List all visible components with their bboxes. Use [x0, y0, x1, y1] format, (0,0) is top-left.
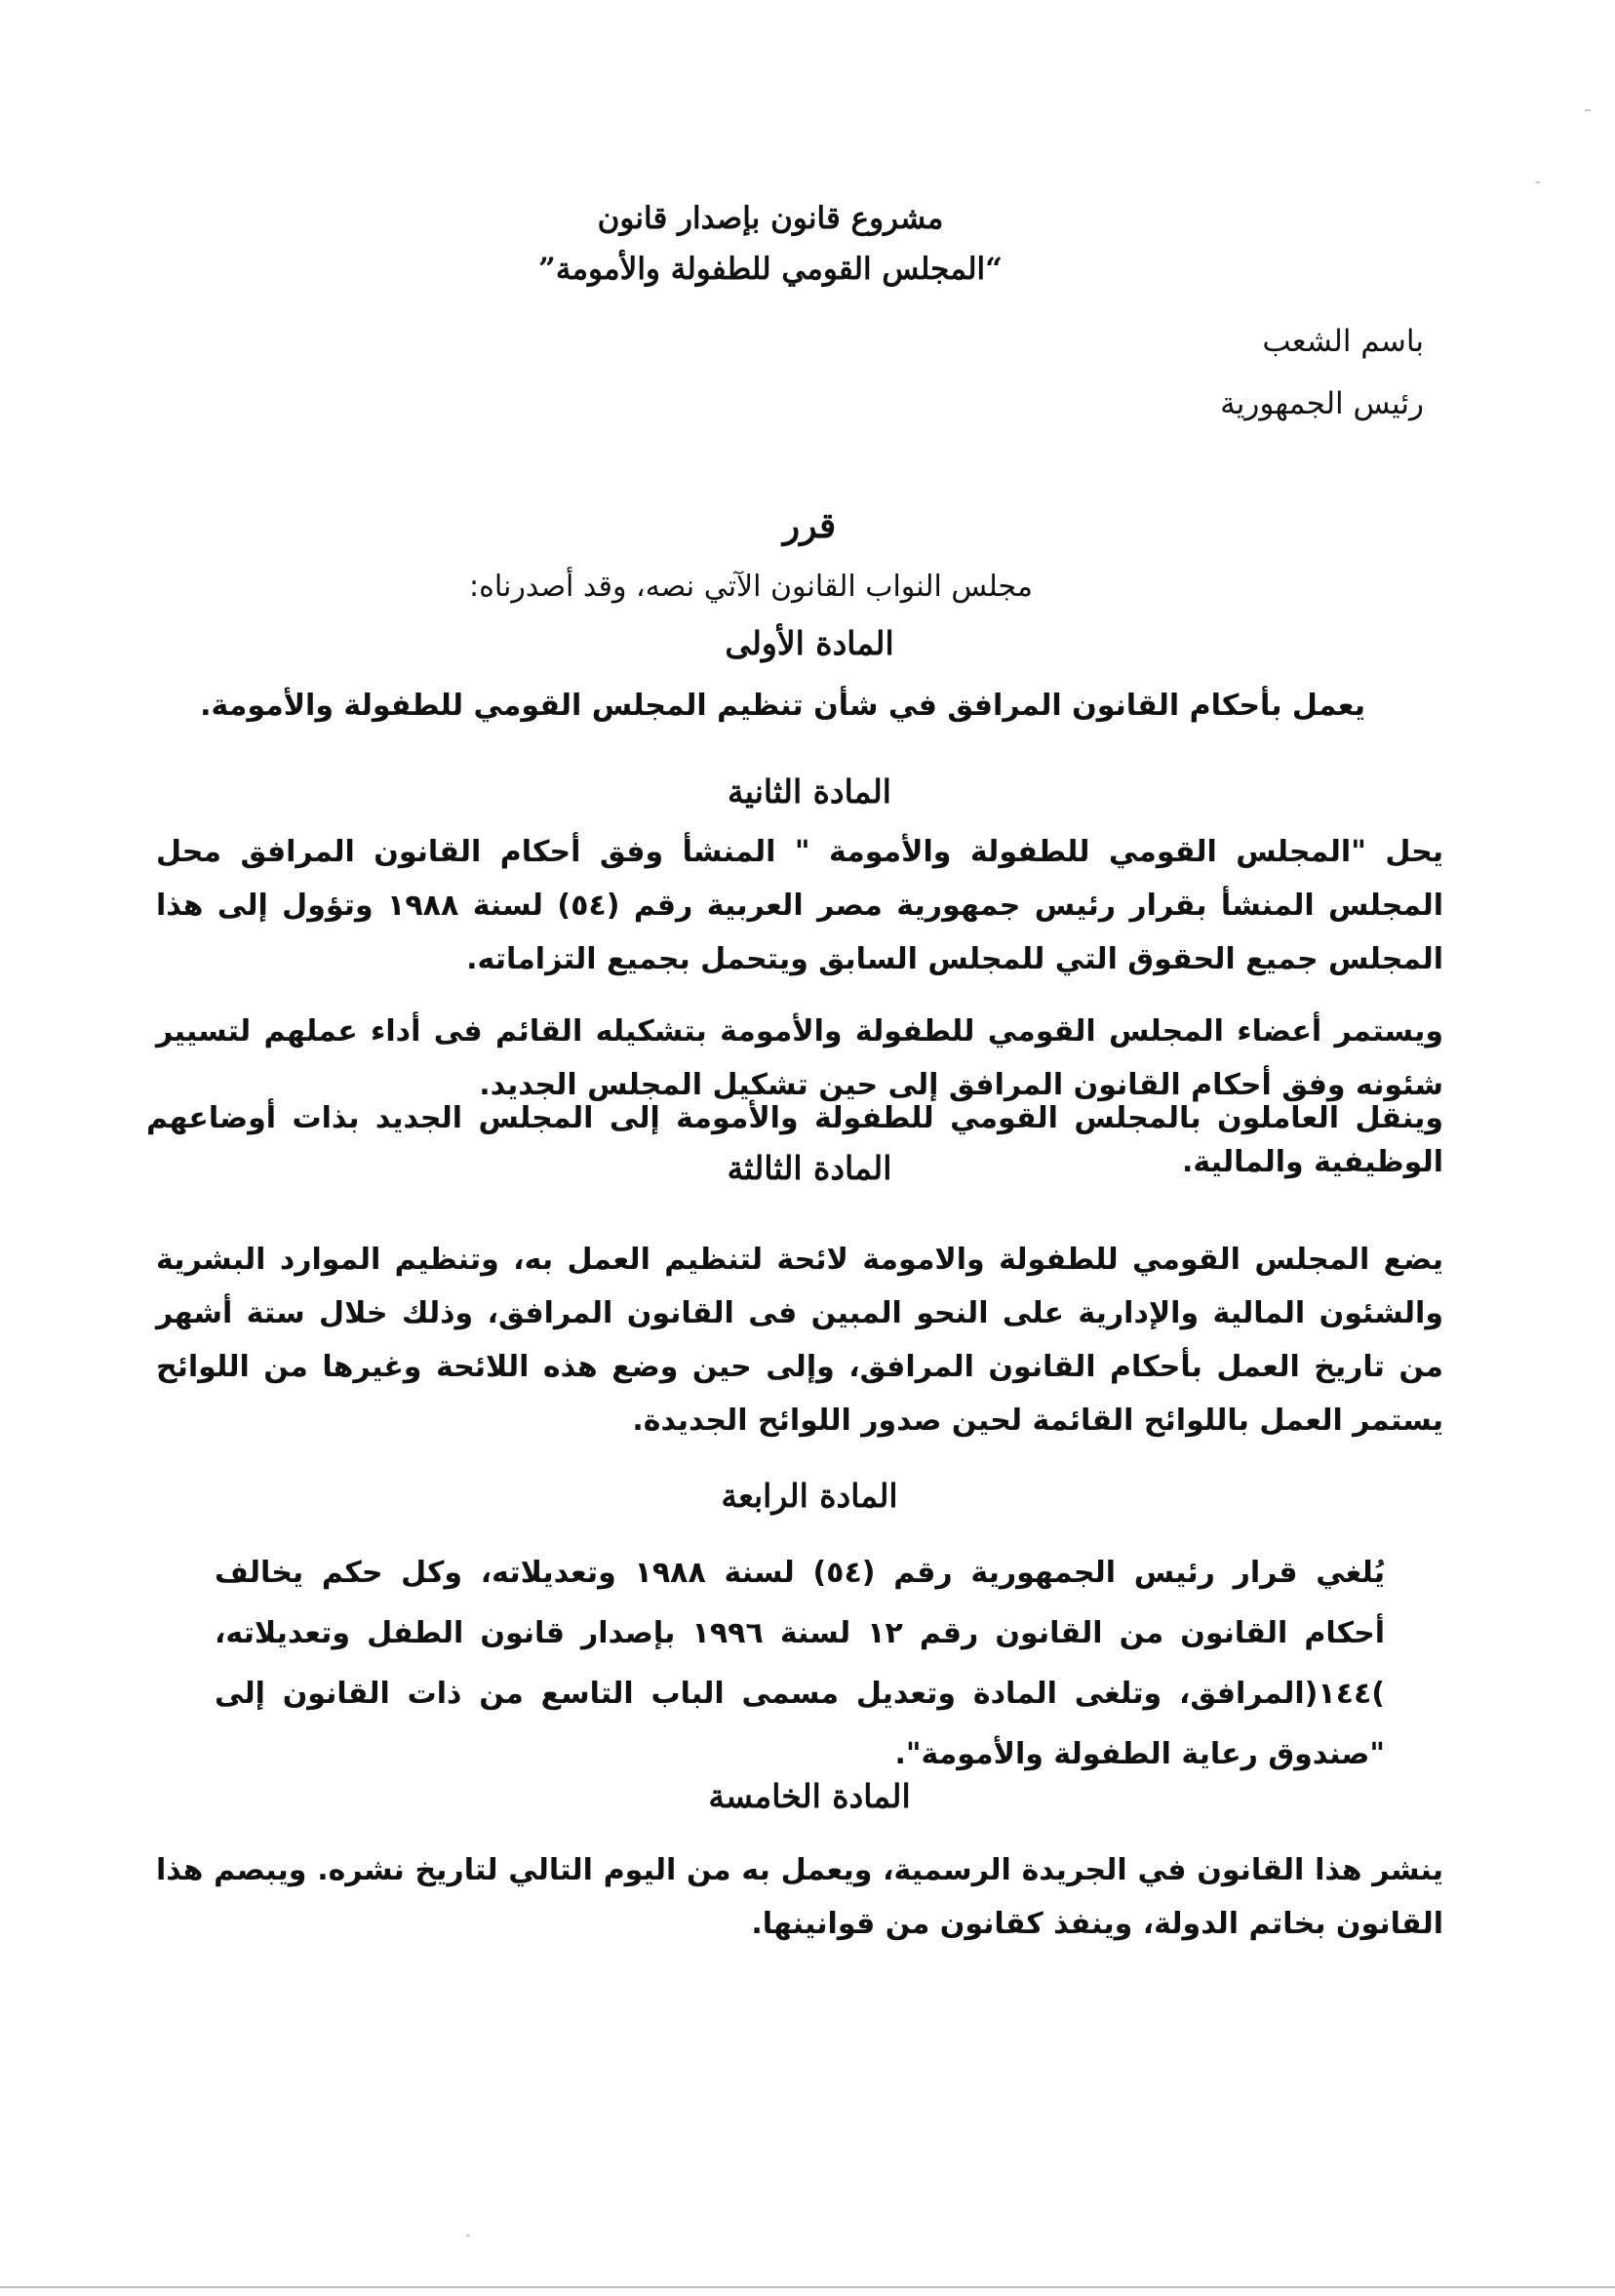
- scan-speck: [1536, 181, 1540, 183]
- page-bottom-edge: [0, 2286, 1615, 2288]
- article-5-paragraph: ينشر هذا القانون في الجريدة الرسمية، ويعمل به من اليوم التالي لتاريخ نشره. ويبصم هذا القانون بخاتم الدولة، وينفذ كقانون من قوانينها.: [156, 1853, 1443, 1941]
- article-3-paragraph: يضع المجلس القومي للطفولة والامومة لائحة لتنظيم العمل به، وتنظيم الموارد البشرية والشئون المالية والإدارية على النحو المبين فى القانون المرافق، وذلك خلال ستة أشهر من تاريخ العمل بأحكام القانون المرافق، وإلى حين وضع هذه اللائحة وغيرها من اللوائح يستمر العمل باللوائح القائمة لحين صدور اللوائح الجديدة.: [156, 1243, 1443, 1438]
- article-2-paragraph-1: يحل "المجلس القومي للطفولة والأمومة " المنشأ وفق أحكام القانون المرافق محل المجلس المنشأ بقرار رئيس جمهورية مصر العربية رقم (٥٤) لسنة ١٩٨٨ وتؤول إلى هذا المجلس جميع الحقوق التي للمجلس السابق ويتحمل بجميع التزاماته.: [156, 835, 1443, 976]
- article-4-paragraph: يُلغي قرار رئيس الجمهورية رقم (٥٤) لسنة ١٩٨٨ وتعديلاته، وكل حكم يخالف أحكام القانون من القانون رقم ١٢ لسنة ١٩٩٦ بإصدار قانون الطفل وتعديلاته، )١٤٤(المرافق، وتلغى المادة وتعديل مسمى الباب التاسع من ذات القانون إلى "صندوق رعاية الطفولة والأمومة".: [215, 1556, 1385, 1771]
- preamble-text: مجلس النواب القانون الآتي نصه، وقد أصدرناه:: [469, 570, 1033, 604]
- in-name-of-people: باسم الشعب: [1262, 324, 1424, 359]
- article-4-title: المادة الرابعة: [721, 1477, 898, 1515]
- scan-speck: [466, 2235, 470, 2237]
- document-title-line-1: مشروع قانون بإصدار قانون: [597, 201, 944, 236]
- article-2-paragraph-3: وينقل العاملون بالمجلس القومي للطفولة والأمومة إلى المجلس الجديد بذات أوضاعهم الوظيفية والمالية.: [146, 1101, 1443, 1179]
- article-5-title: المادة الخامسة: [708, 1777, 911, 1815]
- president-of-republic: رئيس الجمهورية: [1220, 386, 1424, 421]
- article-1-title: المادة الأولى: [725, 624, 894, 662]
- article-1-paragraph: يعمل بأحكام القانون المرافق في شأن تنظيم المجلس القومي للطفولة والأمومة.: [200, 689, 1365, 723]
- article-2-title: المادة الثانية: [728, 772, 891, 811]
- document-title-line-2: “المجلس القومي للطفولة والأمومة”: [537, 252, 1004, 287]
- scan-speck: [1585, 109, 1591, 111]
- decided-heading: قرر: [782, 505, 837, 546]
- article-2-paragraph-2: ويستمر أعضاء المجلس القومي للطفولة والأمومة بتشكيله القائم فى أداء عملهم لتسيير شئونه وفق أحكام القانون المرافق إلى حين تشكيل المجلس الجديد.: [156, 1014, 1443, 1102]
- article-3-title: المادة الثالثة: [727, 1149, 892, 1187]
